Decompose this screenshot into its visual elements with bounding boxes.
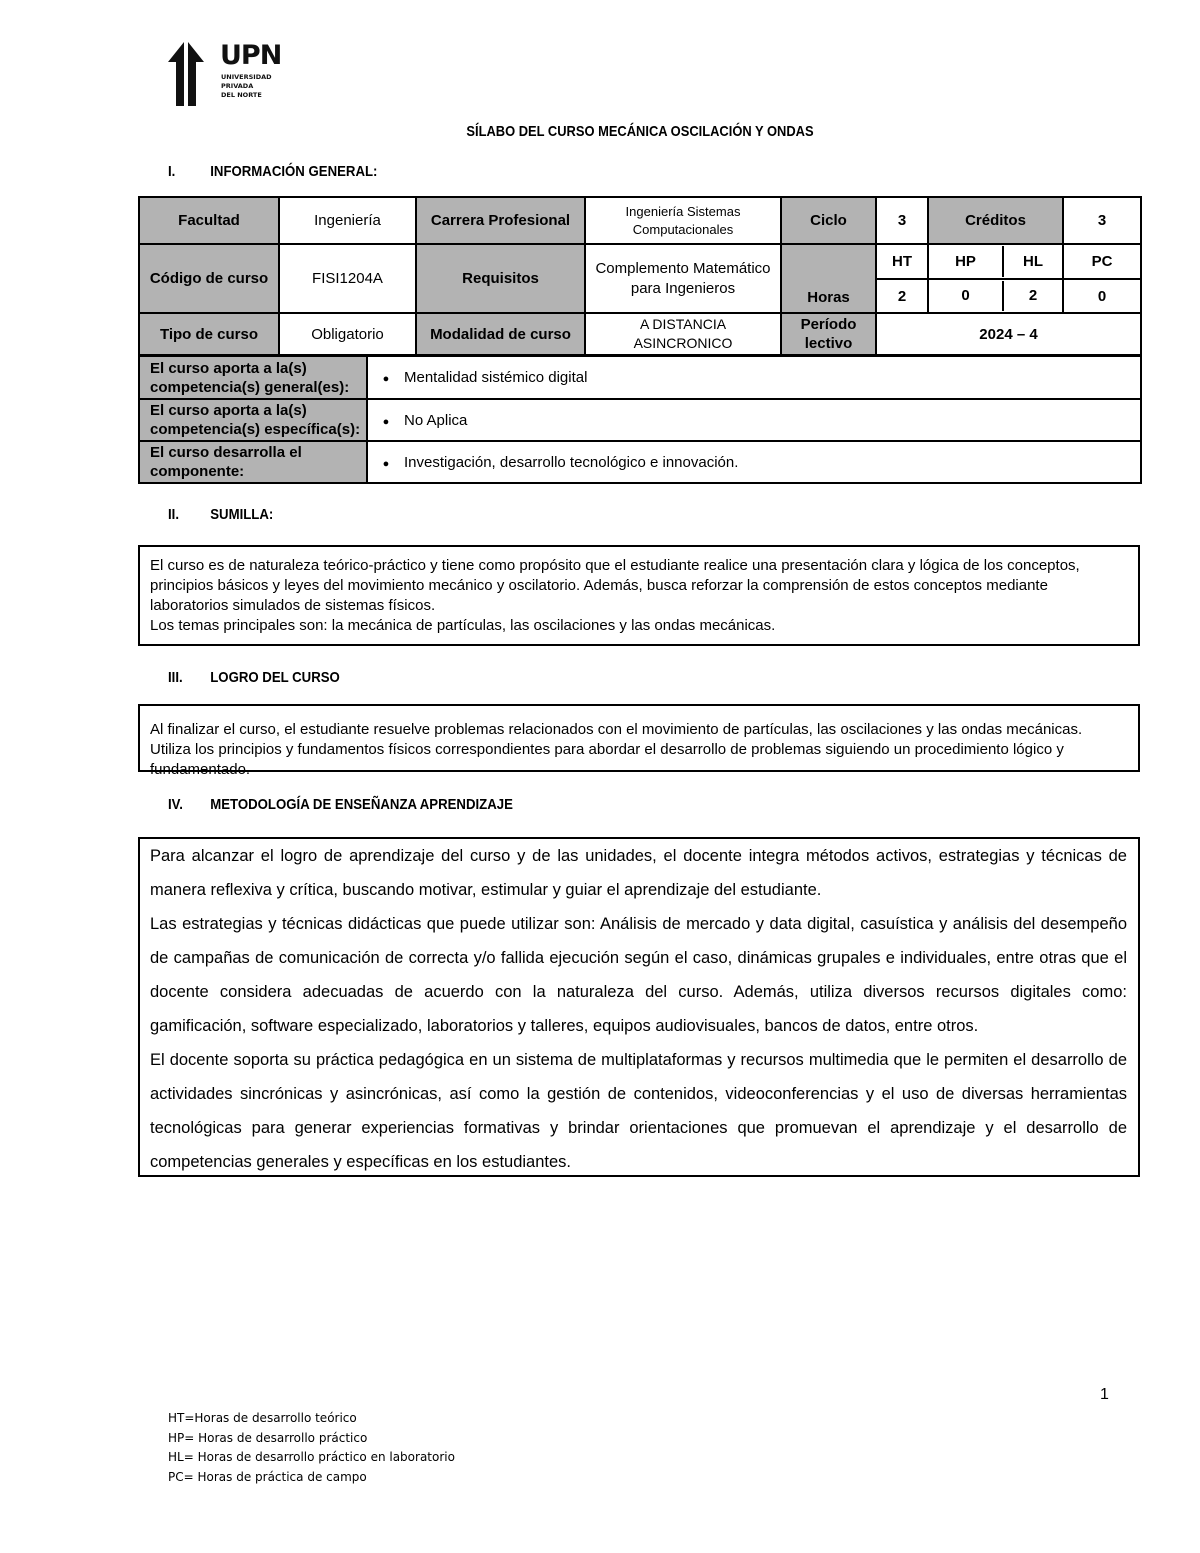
upn-arrow-icon <box>166 40 218 106</box>
modalidad-label: Modalidad de curso <box>416 313 585 355</box>
componente-label: El curso desarrolla el componente: <box>139 441 367 483</box>
upn-logo <box>166 40 282 108</box>
componente-value: ● Investigación, desarrollo tecnológico e innovación. <box>367 441 1141 483</box>
section-heading-2: II. SUMILLA: <box>168 506 274 523</box>
comp-especifica-value: ● No Aplica <box>367 399 1141 441</box>
logo-text: UPN <box>220 40 282 71</box>
comp-general-label: El curso aporta a la(s) competencia(s) general(es): <box>139 356 367 399</box>
creditos-label: Créditos <box>928 197 1063 244</box>
logro-box <box>138 704 1140 778</box>
logo-subtitle: UNIVERSIDAD PRIVADA DEL NORTE <box>221 73 272 99</box>
page-number: 1 <box>1100 1386 1109 1403</box>
hours-value-ht: 2 <box>876 279 928 313</box>
hours-header-hp: HP HL <box>928 244 1063 279</box>
hours-header-ht: HT <box>876 244 928 279</box>
facultad-value: Ingeniería <box>279 197 416 244</box>
document-title: SÍLABO DEL CURSO MECÁNICA OSCILACIÓN Y ONDAS <box>466 123 814 140</box>
metodologia-box <box>138 837 1140 1177</box>
sumilla-box <box>138 545 1140 646</box>
periodo-label: Período lectivo <box>781 313 876 355</box>
logro-paragraph: Al finalizar el curso, el estudiante resuelve problemas relacionados con el movimiento de partículas, las oscilaciones y las ondas mecánicas. Utiliza los principios y fundamentos físicos correspondientes para abordar el desarrollo de problemas siguiendo un procedimiento lógico y fundamentado. <box>150 721 1083 778</box>
hours-value-hp-hl: 0 2 <box>928 279 1063 313</box>
section-heading-3: III. LOGRO DEL CURSO <box>168 669 340 686</box>
sumilla-paragraph: El curso es de naturaleza teórico-práctico y tiene como propósito que el estudiante realice una presentación clara y lógica de los conceptos, principios básicos y leyes del movimiento mecánico y oscilatorio. Además, busca reforzar la comprensión de estos conceptos mediante laboratorios simulados de sistemas físicos. <box>150 557 1080 614</box>
comp-general-value: ● Mentalidad sistémico digital <box>367 356 1141 399</box>
metodologia-paragraph: El docente soporta su práctica pedagógica en un sistema de multiplataformas y recursos multimedia que le permiten el desarrollo de actividades sincrónicas y asincrónicas, así como la gestión de contenidos, videoconferencias y el uso de diversas herramientas tecnológicas para generar experiencias formativas y brindar orientaciones que promuevan el aprendizaje y el desarrollo de competencias generales y específicas en los estudiantes. <box>150 1051 1127 1171</box>
modalidad-value: A DISTANCIA ASINCRONICO <box>585 313 781 355</box>
section-heading-4: IV. METODOLOGÍA DE ENSEÑANZA APRENDIZAJE <box>168 796 513 813</box>
requisitos-label: Requisitos <box>416 244 585 313</box>
ciclo-label: Ciclo <box>781 197 876 244</box>
carrera-value: Ingeniería Sistemas Computacionales <box>585 197 781 244</box>
sumilla-paragraph: Los temas principales son: la mecánica de partículas, las oscilaciones y las ondas mecánicas. <box>150 617 776 634</box>
metodologia-paragraph: Las estrategias y técnicas didácticas que puede utilizar son: Análisis de mercado y data digital, casuística y análisis del desempeño de campañas de comunicación de correcta y/o fallida ejecución según el caso, dinámicas grupales e individuales, entre otras que el docente considera adecuadas de acuerdo con la naturaleza del curso. Además, utiliza diversos recursos digitales como: gamificación, software especializado, laboratorios y talleres, equipos audiovisuales, bancos de datos, entre otros. <box>150 915 1127 1035</box>
metodologia-paragraph: Para alcanzar el logro de aprendizaje del curso y de las unidades, el docente integra métodos activos, estrategias y técnicas de manera reflexiva y crítica, buscando motivar, estimular y guiar el aprendizaje del estudiante. <box>150 847 1127 899</box>
footnote: HT=Horas de desarrollo teórico <box>168 1411 357 1425</box>
horas-label: Horas <box>781 244 876 313</box>
footnotes <box>168 1409 455 1487</box>
periodo-value: 2024 – 4 <box>876 313 1141 355</box>
carrera-label: Carrera Profesional <box>416 197 585 244</box>
footnote: HL= Horas de desarrollo práctico en laboratorio <box>168 1450 455 1464</box>
section-heading-1: I. INFORMACIÓN GENERAL: <box>168 163 378 180</box>
general-info-table <box>138 196 1142 356</box>
codigo-label: Código de curso <box>139 244 279 313</box>
tipo-label: Tipo de curso <box>139 313 279 355</box>
codigo-value: FISI1204A <box>279 244 416 313</box>
facultad-label: Facultad <box>139 197 279 244</box>
creditos-value: 3 <box>1063 197 1141 244</box>
comp-especifica-label: El curso aporta a la(s) competencia(s) específica(s): <box>139 399 367 441</box>
competencias-table <box>138 355 1142 484</box>
ciclo-value: 3 <box>876 197 928 244</box>
requisitos-value: Complemento Matemático para Ingenieros <box>585 244 781 313</box>
hours-header-pc: PC <box>1063 244 1141 279</box>
footnote: PC= Horas de práctica de campo <box>168 1469 367 1484</box>
footnote: HP= Horas de desarrollo práctico <box>168 1430 368 1445</box>
tipo-value: Obligatorio <box>279 313 416 355</box>
hours-value-pc: 0 <box>1063 279 1141 313</box>
